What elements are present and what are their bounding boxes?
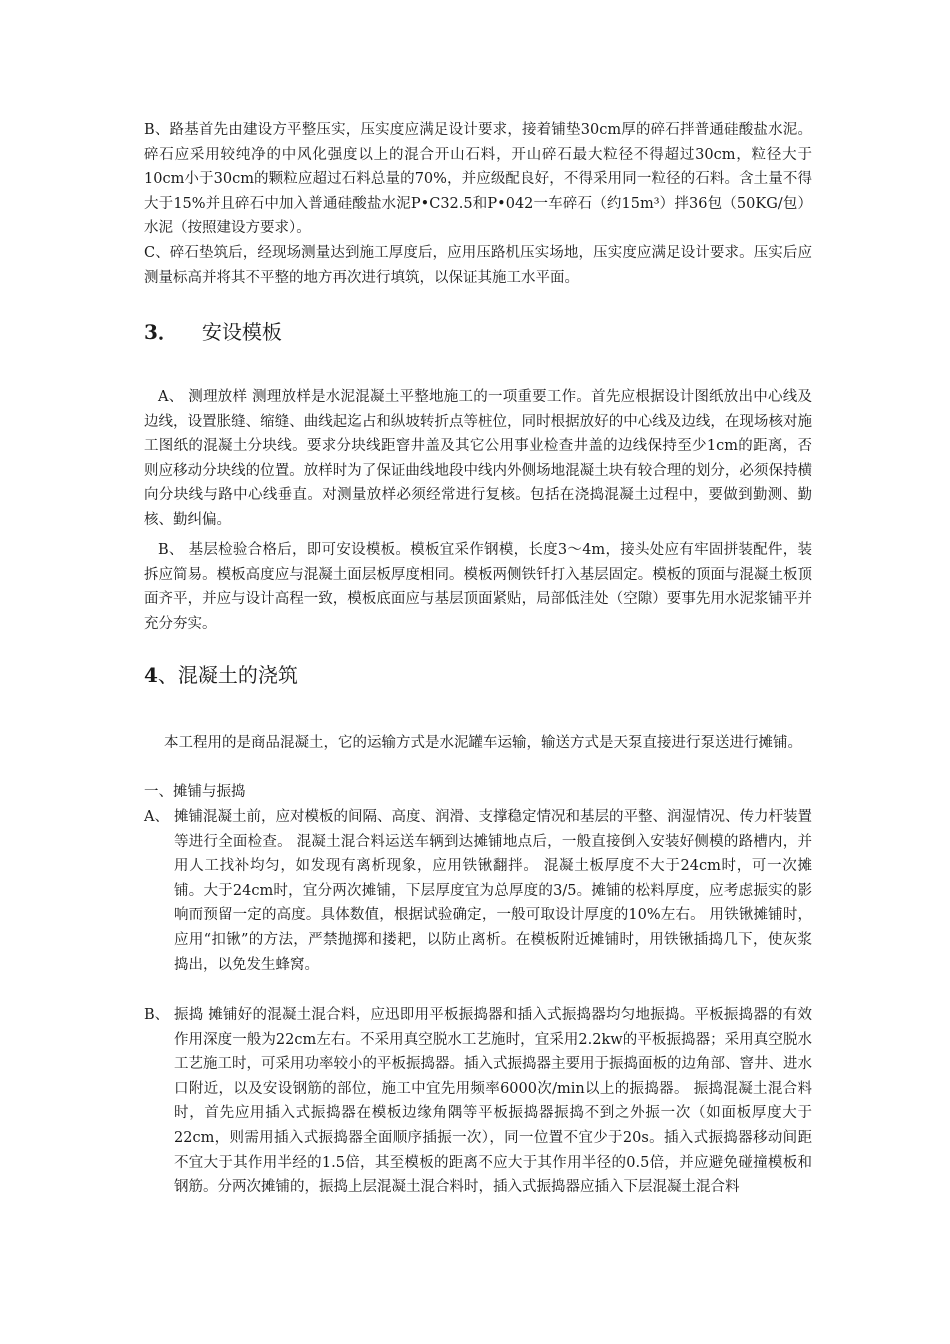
paragraph-a-survey-layout: A、 测理放样 测理放样是水泥混凝土平整地施工的一项重要工作。首先应根据设计图纸放出中心线及边线，设置胀缝、缩缝、曲线起迄占和纵坡转折点等桩位，同时根据放好的中心线及边线，在现场核对施工图纸的混凝土分块线。要求分块线距窨井盖及其它公用事业检查井盖的边线保持至少1cm的距离，否则应移动分块线的位置。放样时为了保证曲线地段中线内外侧场地混凝土块有较合理的划分，必须保持横向分块线与路中心线垂直。对测量放样必须经常进行复核。包括在浇捣混凝土过程中，要做到勤测、勤核、勤纠偏。 (144, 389, 812, 528)
paragraph-c-gravel-compaction: C、碎石垫筑后，经现场测量达到施工厚度后，应用压路机压实场地，压实度应满足设计要求。压实后应测量标高并将其不平整的地方再次进行填筑，以保证其施工水平面。 (144, 245, 812, 286)
list-item-a-spreading (144, 805, 812, 977)
paragraph-b-subgrade: B、路基首先由建设方平整压实，压实度应满足设计要求，接着铺垫30cm厚的碎石拌普通硅酸盐水泥。碎石应采用较纯净的中风化强度以上的混合开山石料，开山碎石最大粒径不得超过30cm，粒径大于10cm小于30cm的颗粒应超过石料总量的70%，并应级配良好，不得采用同一粒径的石料。含土量不得大于15%并且碎石中加入普通硅酸盐水泥P•C32.5和P•042一车碎石（约15m³）拌36包（50KG/包）水泥（按照建设方要求）。 (144, 122, 812, 237)
subheading-spreading-vibrating: 一、摊铺与振捣 (144, 784, 246, 800)
section-4-number: 4 (144, 663, 158, 687)
list-marker-b: B、 (144, 1007, 170, 1023)
list-item-b-vibrating (144, 1003, 812, 1200)
list-item-b-text: 振捣 摊铺好的混凝土混合料，应迅即用平板振捣器和插入式振捣器均匀地振捣。平板振捣器的有效作用深度一般为22cm左右。不采用真空脱水工艺施时，宜采用2.2kw的平板振捣器；采用真空脱水工艺施工时，可采用功率较小的平板振捣器。插入式振捣器主要用于振捣面板的边角部、窨井、进水口附近，以及安设钢筋的部位，施工中宜先用频率6000次/min以上的振捣器。 振捣混凝土混合料时，首先应用插入式振捣器在模板边缘角隅等平板振捣器振捣不到之外振一次（如面板厚度大于22cm，则需用插入式振捣器全面顺序插振一次），同一位置不宜少于20s。插入式振捣器移动间距不宜大于其作用半经的1.5倍，其至模板的距离不应大于其作用半径的0.5倍，并应避免碰撞模板和钢筋。分两次摊铺的，振捣上层混凝土混合料时，插入式振捣器应插入下层混凝土混合料 (174, 1007, 812, 1196)
section-4-title: 、混凝土的浇筑 (157, 663, 298, 687)
paragraph-concrete-intro: 本工程用的是商品混凝土，它的运输方式是水泥罐车运输，输送方式是天泵直接进行泵送进行摊铺。 (164, 735, 802, 751)
section-3-title: 安设模板 (201, 320, 282, 344)
list-marker-a: A、 (144, 809, 169, 825)
section-4-heading (144, 661, 812, 689)
paragraph-b-formwork: B、 基层检验合格后，即可安设模板。模板宜采作钢模，长度3～4m，接头处应有牢固拼装配件，装拆应简易。模板高度应与混凝土面层板厚度相同。模板两侧铁钎打入基层固定。模板的顶面与混凝土板顶面齐平，并应与设计高程一致，模板底面应与基层顶面紧贴，局部低洼处（空隙）要事先用水泥浆铺平并充分夯实。 (144, 542, 812, 632)
section-3-heading (144, 318, 812, 346)
section-3-number: 3． (144, 320, 178, 344)
list-item-a-text: 摊铺混凝土前，应对模板的间隔、高度、润滑、支撑稳定情况和基层的平整、润湿情况、传力杆装置等进行全面检查。 混凝土混合料运送车辆到达摊铺地点后，一般直接倒入安装好侧模的路槽内，并用人工找补均匀，如发现有离析现象，应用铁锹翻拌。 混凝土板厚度不大于24cm时，可一次摊铺。大于24cm时，宜分两次摊铺，下层厚度宜为总厚度的3/5。摊铺的松料厚度，应考虑振实的影响而预留一定的高度。具体数值，根据试验确定，一般可取设计厚度的10%左右。 用铁锹摊铺时，应用“扣锹”的方法，严禁抛掷和搂耙，以防止离析。在模板附近摊铺时，用铁锹插捣几下，使灰浆捣出，以免发生蜂窝。 (174, 809, 812, 973)
